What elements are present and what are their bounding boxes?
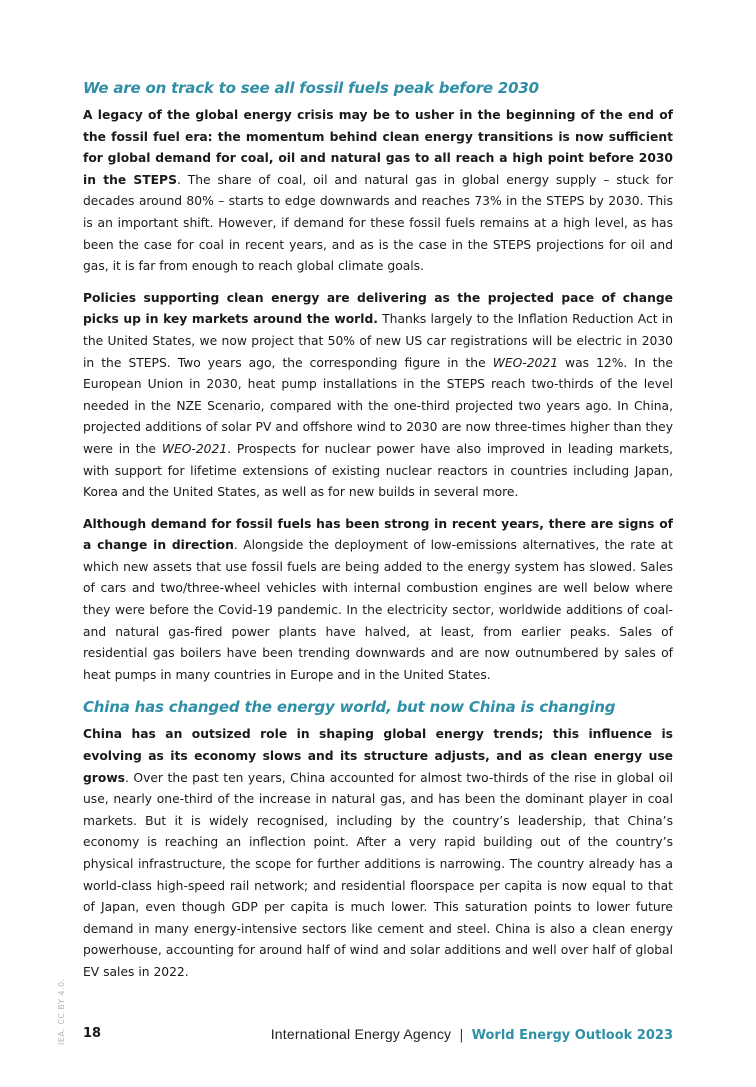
- paragraph: [83, 514, 673, 687]
- paragraph: [83, 724, 673, 983]
- bold-lead-text: A legacy of the global energy crisis may be to usher in the beginning of the end of the fossil fuel era: the momentum behind clean energy transitions is now sufficient for global demand for coal, oil and natural gas to all reach a high point before 2030 in the STEPS: [83, 108, 673, 187]
- bold-lead-text: Policies supporting clean energy are delivering as the projected pace of change picks up in key markets around the world.: [83, 290, 673, 327]
- body-text: was 12%. In the European Union in 2030, heat pump installations in the STEPS reach two-thirds of the level needed in the NZE Scenario, compared with the one-third projected two years ago. In China, projected additions of solar PV and offshore wind to 2030 are now three-times higher than they were in the: [83, 355, 673, 456]
- italic-reference: WEO-2021: [161, 441, 228, 456]
- bold-lead-text: China has an outsized role in shaping global energy trends; this influence is evolving as its economy slows and its structure adjusts, and as clean energy use grows: [83, 727, 673, 785]
- section-heading-fossil-peak: We are on track to see all fossil fuels peak before 2030: [83, 79, 539, 97]
- body-text: . Prospects for nuclear power have also improved in leading markets, with support for lifetime extensions of existing nuclear reactors in countries including Japan, Korea and the United States, as well as for new builds in several more.: [83, 441, 674, 500]
- section-heading-china: China has changed the energy world, but now China is changing: [83, 698, 616, 717]
- license-notice: IEA. CC BY 4.0.: [57, 978, 66, 1045]
- footer-separator: |: [459, 1028, 464, 1043]
- paragraph: [83, 105, 673, 278]
- report-title: World Energy Outlook 2023: [471, 1028, 673, 1043]
- page-footer: [83, 1024, 673, 1044]
- footer-title: [271, 1024, 673, 1046]
- page-content: [83, 77, 673, 994]
- paragraph: [83, 288, 673, 504]
- body-text: Thanks largely to the Inflation Reduction Act in the United States, we now project that 50% of new US car registrations will be electric in 2030 in the STEPS. Two years ago, the corresponding figure in the: [83, 312, 674, 370]
- agency-name: International Energy Agency: [270, 1026, 452, 1042]
- italic-reference: WEO-2021: [492, 355, 559, 370]
- body-text: . Over the past ten years, China accounted for almost two-thirds of the rise in global oil use, nearly one-third of the increase in natural gas, and has been the dominant player in coal markets. But it is widely recognised, including by the country’s leadership, that China’s economy is reaching an inflection point. After a very rapid building out of the country’s physical infrastructure, the scope for further additions is narrowing. The country already has a world-class high-speed rail network; and residential floorspace per capita is now equal to that of Japan, even though GDP per capita is much lower. This saturation points to lower future demand in many energy-intensive sectors like cement and steel. China is also a clean energy powerhouse, accounting for around half of wind and solar additions and well over half of global EV sales in 2022.: [83, 770, 673, 979]
- page-number: 18: [83, 1026, 102, 1041]
- bold-lead-text: Although demand for fossil fuels has been strong in recent years, there are signs of a change in direction: [83, 516, 673, 553]
- body-text: . The share of coal, oil and natural gas in global energy supply – stuck for decades around 80% – starts to edge downwards and reaches 73% in the STEPS by 2030. This is an important shift. However, if demand for these fossil fuels remains at a high level, as has been the case for coal in recent years, and as is the case in the STEPS projections for oil and gas, it is far from enough to reach global climate goals.: [83, 172, 673, 274]
- body-text: . Alongside the deployment of low-emissions alternatives, the rate at which new assets that use fossil fuels are being added to the energy system has slowed. Sales of cars and two/three-wheel vehicles with internal combustion engines are well below where they were before the Covid-19 pandemic. In the electricity sector, worldwide additions of coal- and natural gas-fired power plants have halved, at least, from earlier peaks. Sales of residential gas boilers have been trending downwards and are now outnumbered by sales of heat pumps in many countries in Europe and in the United States.: [83, 538, 673, 682]
